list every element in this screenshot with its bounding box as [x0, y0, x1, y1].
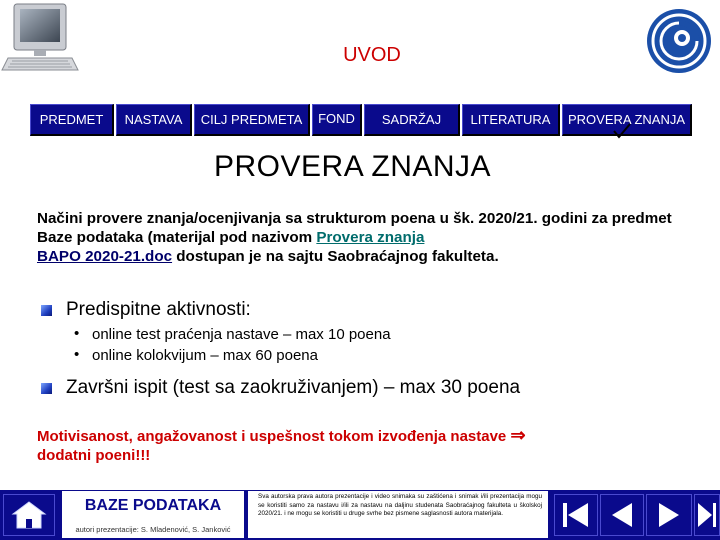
intro-paragraph: [37, 209, 677, 266]
nav-fond-button[interactable]: [312, 104, 362, 136]
nav-sadrzaj-label: SADRŽAJ: [381, 112, 442, 127]
bullet-zavrsni-ispit: Završni ispit (test sa zaokruživanjem) – max 30 poena: [66, 377, 521, 398]
home-button[interactable]: [3, 494, 55, 536]
provera-znanja-link[interactable]: Provera znanja: [316, 229, 425, 246]
last-slide-button[interactable]: [694, 494, 720, 536]
page-title: UVOD: [343, 44, 401, 66]
footer-copyright-notice: Sva autorska prava autora prezentacije i video snimaka su zaštićena i snimak i/ili prezentacija mogu se koristiti samo za nastavu i/ili za nastavu na daljinu studenata Saobraćajnog fakulteta u školskoj 2020/21. i ne mogu se koristiti u druge svrhe bez pismene saglasnosti autora materijala.: [248, 491, 548, 538]
faculty-logo: [646, 8, 712, 74]
nav-nastava-button[interactable]: [116, 104, 192, 136]
nav-provera-znanja-label: PROVERA ZNANJA: [567, 112, 686, 127]
implies-arrow-icon: ⇒: [510, 425, 526, 445]
sub-bullet-online-kolokvijum: online kolokvijum – max 60 poena: [92, 347, 318, 364]
footer-course-title: BAZE PODATAKA: [84, 497, 222, 514]
nav-sadrzaj-button[interactable]: [364, 104, 460, 136]
nav-cilj-predmeta-label: CILJ PREDMETA: [200, 112, 303, 127]
nav-nastava-label: NASTAVA: [124, 112, 183, 127]
next-slide-button[interactable]: [646, 494, 692, 536]
footer-authors: autori prezentacije: S. Mladenović, S. Janković: [75, 525, 231, 534]
nav-literatura-label: LITERATURA: [470, 112, 551, 127]
intro-text-end: dostupan je na sajtu Saobraćajnog fakulteta.: [172, 248, 499, 265]
bullet-square-icon: [41, 305, 52, 316]
nav-predmet-button[interactable]: [30, 104, 114, 136]
bullet-predispitne: Predispitne aktivnosti:: [66, 299, 251, 320]
intro-text-start: Načini provere znanja/ocenjivanja sa strukturom poena u šk. 2020/21. godini za predmet Baze podataka (materijal pod nazivom: [37, 210, 672, 246]
checkmark-icon: [612, 122, 632, 140]
first-slide-button[interactable]: [554, 494, 598, 536]
computer-icon: [0, 0, 82, 80]
motivation-line1: Motivisanost, angažovanost i uspešnost tokom izvođenja nastave: [37, 428, 507, 445]
bullet-square-icon: [41, 383, 52, 394]
bapo-doc-link[interactable]: BAPO 2020-21.doc: [37, 248, 173, 265]
sub-bullet-dot: •: [74, 346, 80, 363]
section-title: PROVERA ZNANJA: [214, 150, 492, 183]
previous-slide-button[interactable]: [600, 494, 644, 536]
motivation-note: [37, 426, 657, 465]
sub-bullet-online-test: online test praćenja nastave – max 10 poena: [92, 326, 391, 343]
motivation-line2: dodatni poeni!!!: [37, 447, 151, 464]
nav-cilj-predmeta-button[interactable]: [194, 104, 310, 136]
nav-fond-label: FOND: [318, 111, 355, 126]
nav-literatura-button[interactable]: [462, 104, 560, 136]
nav-predmet-label: PREDMET: [39, 112, 104, 127]
footer-course-box: [62, 491, 244, 538]
sub-bullet-dot: •: [74, 325, 80, 342]
